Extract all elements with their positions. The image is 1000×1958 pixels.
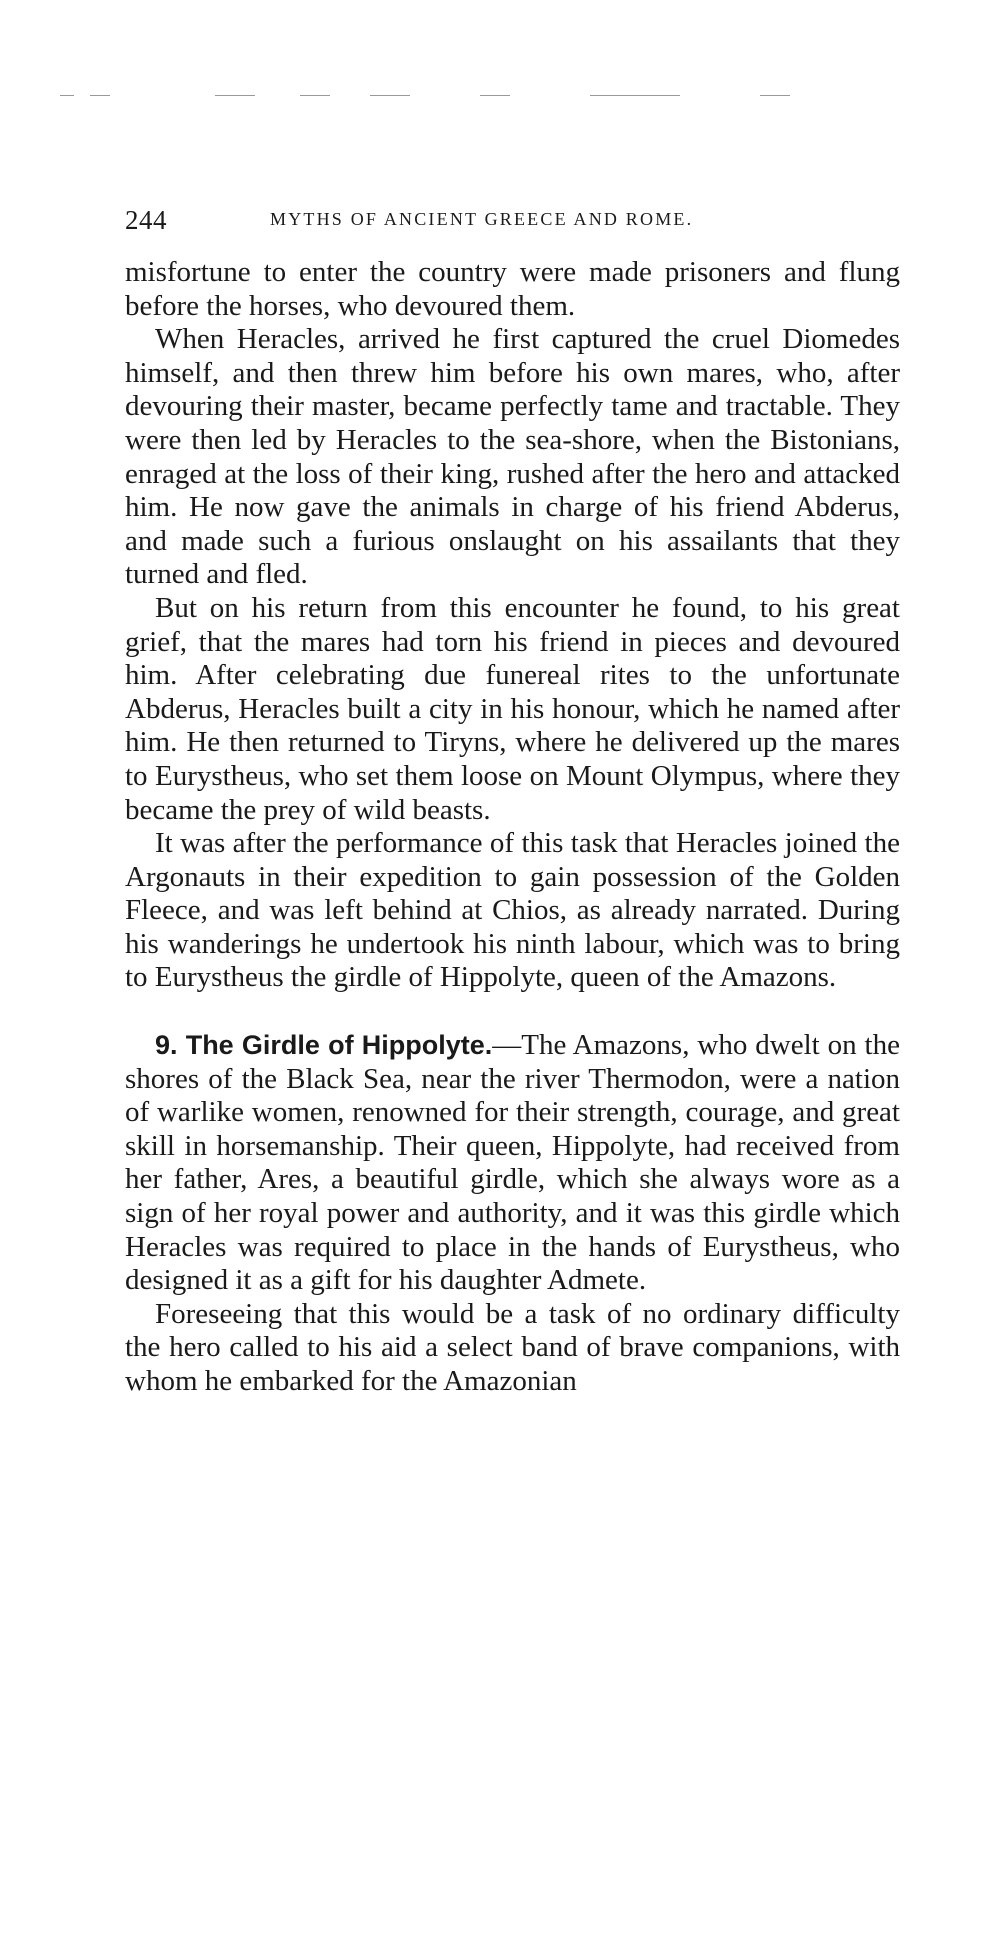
- paragraph: But on his return from this encounter he found, to his great grief, that the mares had torn his friend in pieces and devoured him. After celebrating due funereal rites to the unfortunate Abderus, Heracles built a city in his honour, which he named after him. He then returned to Tiryns, where he delivered up the mares to Eurystheus, who set them loose on Mount Olympus, where they became the prey of wild beasts.: [125, 591, 900, 826]
- paragraph: Foreseeing that this would be a task of no ordinary difficulty the hero called to his aid a select band of brave companions, with whom he embarked for the Amazonian: [125, 1297, 900, 1397]
- section-heading: 9. The Girdle of Hippolyte.: [155, 1030, 493, 1061]
- scan-artifact: [90, 95, 110, 96]
- section-spacer: [125, 995, 900, 1029]
- running-title: MYTHS OF ANCIENT GREECE AND ROME.: [270, 209, 694, 229]
- scan-artifact: [60, 95, 74, 96]
- paragraph: It was after the performance of this task that Heracles joined the Argonauts in their expedition to gain possession of the Golden Fleece, and was left behind at Chios, as already narrated. During his wanderings he undertook his ninth labour, which was to bring to Eurystheus the girdle of Hippolyte, queen of the Amazons.: [125, 827, 900, 994]
- scan-artifact: [590, 95, 680, 96]
- paragraph: When Heracles, arrived he first captured the cruel Diomedes himself, and then threw him before his own mares, who, after devouring their master, became perfectly tame and tractable. They were then led by Heracles to the sea-shore, when the Bistonians, enraged at the loss of their king, rushed after the hero and attacked him. He now gave the animals in charge of his friend Abderus, and made such a furious onslaught on his assailants that they turned and fled.: [125, 323, 900, 591]
- paragraph: misfortune to enter the country were made prisoners and flung before the horses, who devoured them.: [125, 256, 900, 322]
- scan-artifact: [370, 95, 410, 96]
- scan-artifact: [215, 95, 255, 96]
- page-header: [125, 205, 905, 245]
- section-paragraph: [125, 1029, 900, 1298]
- scan-artifact: [760, 95, 790, 96]
- body-text: [125, 256, 900, 1399]
- section-intro: —The Amazons, who dwelt on the shores of the Black Sea, near the river Thermodon, were a nation of warlike women, renowned for their strength, courage, and great skill in horsemanship. Their queen, Hippolyte, had received from her father, Ares, a beautiful girdle, which she always wore as a sign of her royal power and authority, and it was this girdle which Heracles was required to place in the hands of Eurystheus, who designed it as a gift for his daughter Admete.: [125, 1029, 900, 1297]
- scan-artifact: [480, 95, 510, 96]
- page-number: 244: [125, 205, 167, 235]
- scan-artifact: [300, 95, 330, 96]
